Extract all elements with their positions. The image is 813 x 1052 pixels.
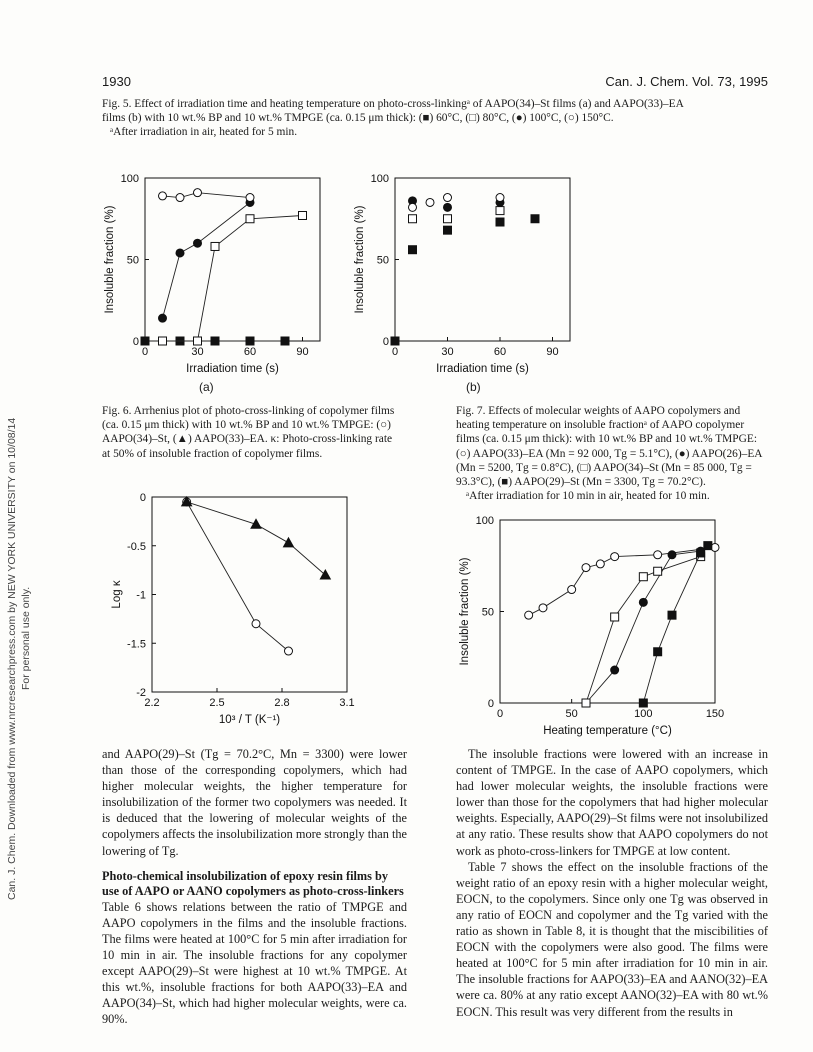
- fig5b-panel-label: (b): [466, 380, 481, 394]
- data-point: [320, 570, 330, 579]
- data-point: [596, 560, 604, 568]
- fig5b-chart: [345, 168, 575, 393]
- data-point: [211, 337, 219, 345]
- fig7-caption: [456, 404, 766, 503]
- data-point: [141, 337, 149, 345]
- x-tick-label: 2.8: [274, 697, 290, 709]
- data-point: [409, 203, 417, 211]
- data-point: [246, 194, 254, 202]
- y-tick-label: 0: [487, 698, 494, 710]
- data-point: [639, 598, 647, 606]
- y-tick-label: 0: [132, 336, 139, 348]
- plot-frame: [395, 178, 570, 341]
- fig5b-svg: [345, 168, 575, 393]
- plot-frame: [500, 520, 715, 703]
- y-tick-label: -0.5: [127, 540, 146, 553]
- data-point: [444, 215, 452, 223]
- data-point: [299, 211, 307, 219]
- y-tick-label: 50: [126, 254, 139, 267]
- data-point: [611, 613, 619, 621]
- fig7-svg: [455, 510, 755, 745]
- data-point: [391, 337, 399, 345]
- running-header: Can. J. Chem. Vol. 73, 1995: [605, 74, 768, 89]
- series-line: [163, 203, 251, 319]
- data-point: [246, 215, 254, 223]
- data-point: [639, 573, 647, 581]
- x-axis-label: 10³ / T (K⁻¹): [218, 714, 281, 726]
- right-column-text: [456, 746, 768, 1020]
- x-tick-label: 100: [634, 708, 653, 720]
- x-tick-label: 0: [496, 708, 504, 720]
- x-tick-label: 50: [565, 708, 578, 720]
- fig5a-panel-label: (a): [199, 380, 214, 394]
- y-axis-label: Insoluble fraction (%): [104, 205, 116, 314]
- section-heading: Photo-chemical insolubilization of epoxy resin films by use of AAPO or AANO copolymers as photo-cross-linkers: [102, 868, 404, 898]
- data-point: [568, 586, 576, 594]
- data-point: [531, 215, 539, 223]
- data-point: [159, 337, 167, 345]
- y-axis-label: Insoluble fraction (%): [459, 557, 471, 666]
- data-point: [444, 203, 452, 211]
- x-tick-label: 90: [296, 346, 309, 358]
- fig6-svg: [100, 485, 360, 725]
- data-point: [176, 249, 184, 257]
- y-tick-label: -2: [136, 687, 146, 699]
- data-point: [525, 611, 533, 619]
- data-point: [211, 242, 219, 250]
- data-point: [194, 189, 202, 197]
- y-axis-label: Insoluble fraction (%): [354, 205, 366, 314]
- series-line: [187, 502, 289, 651]
- watermark-line-1: Can. J. Chem. Downloaded from www.nrcresearchpress.com by NEW YORK UNIVERSITY on 10/08/14: [6, 417, 18, 900]
- x-tick-label: 90: [546, 346, 559, 358]
- x-tick-label: 0: [391, 346, 399, 358]
- page-number: 1930: [102, 74, 131, 89]
- data-point: [697, 549, 705, 557]
- data-point: [284, 538, 294, 547]
- fig6-chart: [100, 485, 360, 725]
- data-point: [159, 314, 167, 322]
- x-tick-label: 150: [705, 708, 725, 720]
- left-paragraph-1: and AAPO(29)–St (Tg = 70.2°C, Mn = 3300) were lower than those of the corresponding copolymers, which had higher molecular weights, the higher temperature for insolubilization of the former two copolymers was needed. It is deduced that the lowering of molecular weights of the copolymers affects the insolubilization more strongly than the lowering of Tg.: [102, 747, 407, 858]
- watermark-line-2: For personal use only.: [20, 586, 32, 690]
- data-point: [281, 337, 289, 345]
- data-point: [246, 337, 254, 345]
- fig7-footnote: ᵃAfter irradiation for 10 min in air, heated for 10 min.: [466, 490, 710, 503]
- data-point: [611, 666, 619, 674]
- y-tick-label: -1: [136, 589, 146, 602]
- data-point: [496, 207, 504, 215]
- x-tick-label: 60: [243, 346, 257, 358]
- plot-frame: [145, 178, 320, 341]
- data-point: [444, 226, 452, 234]
- right-paragraph-1: The insoluble fractions were lowered with an increase in content of TMPGE. In the case of AAPO copolymers, which had lower molecular weights, the insoluble fractions were lower than those for the copolymers that had higher molecular weights. Especially, AAPO(29)–St films were not insolubilized at any ratio. These results show that AAPO copolymers do not work as photo-cross-linkers for TMPGE at low content.: [456, 747, 768, 858]
- fig5a-chart: [95, 168, 325, 393]
- series-line: [163, 216, 303, 342]
- x-tick-label: 60: [493, 346, 507, 358]
- data-point: [496, 218, 504, 226]
- data-point: [194, 337, 202, 345]
- right-paragraph-2: Table 7 shows the effect on the insoluble fractions of the weight ratio of an epoxy resin with a higher molecular weight, EOCN, to the copolymers. Since only one Tg was observed in any ratio of EOCN and copolymer and the Tg varied with the ratio as shown in Table 8, it is thought that the miscibilities of EOCN with the copolymers were also good. The films were heated at 100°C for 5 min after irradiation for 10 min in air. The insoluble fractions for AAPO(33)–EA and AANO(32)–EA were ca. 80% at any ratio except AANO(32)–EA with 80 wt.% EOCN. This result was very different from the results in: [456, 859, 768, 1019]
- plot-frame: [152, 497, 347, 692]
- left-paragraph-2: Table 6 shows relations between the ratio of TMPGE and AAPO copolymers in the films and the insoluble fractions. The films were heated at 100°C for 5 min after irradiation for 10 min in air. The insoluble fractions for any copolymer except AAPO(29)–St were highest at 10 wt.% TMPGE. At this wt.%, insoluble fractions for both AAPO(33)–EA and AAPO(34)–St, which had higher molecular weights, were ca. 90%.: [102, 899, 407, 1027]
- data-point: [654, 551, 662, 559]
- data-point: [654, 567, 662, 575]
- y-tick-label: 100: [370, 173, 389, 185]
- data-point: [668, 611, 676, 619]
- fig5-caption-text: Fig. 5. Effect of irradiation time and heating temperature on photo-cross-linkingᵃ of AAPO(34)–St films (a) and AAPO(33)–EA films (b) with 10 wt.% BP and 10 wt.% TMPGE (ca. 0.15 μm thick): (■) 60°C, (□) 80°C, (●) 100°C, (○) 150°C.: [102, 98, 684, 125]
- data-point: [539, 604, 547, 612]
- data-point: [582, 699, 590, 707]
- x-axis-label: Irradiation time (s): [436, 363, 529, 375]
- x-tick-label: 0: [141, 346, 149, 358]
- data-point: [285, 647, 293, 655]
- data-point: [194, 239, 202, 247]
- fig7-chart: [455, 510, 755, 745]
- y-tick-label: 0: [382, 336, 389, 348]
- x-axis-label: Irradiation time (s): [186, 363, 279, 375]
- data-point: [611, 553, 619, 561]
- download-watermark: [2, 210, 46, 910]
- left-column-text: [102, 746, 407, 1027]
- x-tick-label: 30: [441, 346, 454, 358]
- data-point: [654, 648, 662, 656]
- y-tick-label: 50: [481, 606, 494, 619]
- x-tick-label: 2.2: [144, 697, 160, 709]
- series-line: [529, 548, 715, 616]
- y-axis-label: Log κ: [111, 580, 123, 609]
- data-point: [252, 620, 260, 628]
- x-axis-label: Heating temperature (°C): [543, 725, 672, 737]
- data-point: [704, 542, 712, 550]
- fig7-caption-text: Fig. 7. Effects of molecular weights of AAPO copolymers and heating temperature on insoluble fractionᵃ of AAPO copolymer films (ca. 0.15 μm thick): with 10 wt.% BP and 10 wt.% TMPGE: (○) AAPO(33)–EA (Mn = 92 000, Tg = 5.1°C), (●) AAPO(26)–EA (Mn = 5200, Tg = 0.8°C), (□) AAPO(34)–St (Mn = 85 000, Tg = 93.3°C), (■) AAPO(29)–St (Mn = 3300, Tg = 70.2°C).: [456, 405, 762, 489]
- data-point: [639, 699, 647, 707]
- fig5a-svg: [95, 168, 325, 393]
- data-point: [159, 192, 167, 200]
- y-tick-label: 50: [376, 254, 389, 267]
- data-point: [496, 194, 504, 202]
- fig5-footnote: ᵃAfter irradiation in air, heated for 5 min.: [110, 126, 298, 139]
- data-point: [444, 194, 452, 202]
- x-tick-label: 3.1: [339, 697, 355, 709]
- data-point: [426, 198, 434, 206]
- data-point: [409, 215, 417, 223]
- fig6-caption: Fig. 6. Arrhenius plot of photo-cross-linking of copolymer films (ca. 0.15 μm thick) with 10 wt.% BP and 10 wt.% TMPGE: (○) AAPO(34)–St, (▲) AAPO(33)–EA. κ: Photo-cross-linking rate at 50% of insoluble fraction of copolymer films.: [102, 405, 395, 460]
- data-point: [582, 564, 590, 572]
- data-point: [176, 194, 184, 202]
- y-tick-label: 100: [475, 515, 494, 527]
- data-point: [668, 551, 676, 559]
- series-line: [643, 546, 708, 703]
- data-point: [251, 519, 261, 528]
- y-tick-label: 0: [139, 492, 146, 504]
- x-tick-label: 2.5: [209, 697, 225, 709]
- watermark-svg: [2, 210, 46, 910]
- fig5-caption: [102, 97, 702, 140]
- y-tick-label: -1.5: [127, 638, 146, 651]
- y-tick-label: 100: [120, 173, 139, 185]
- data-point: [409, 246, 417, 254]
- x-tick-label: 30: [191, 346, 204, 358]
